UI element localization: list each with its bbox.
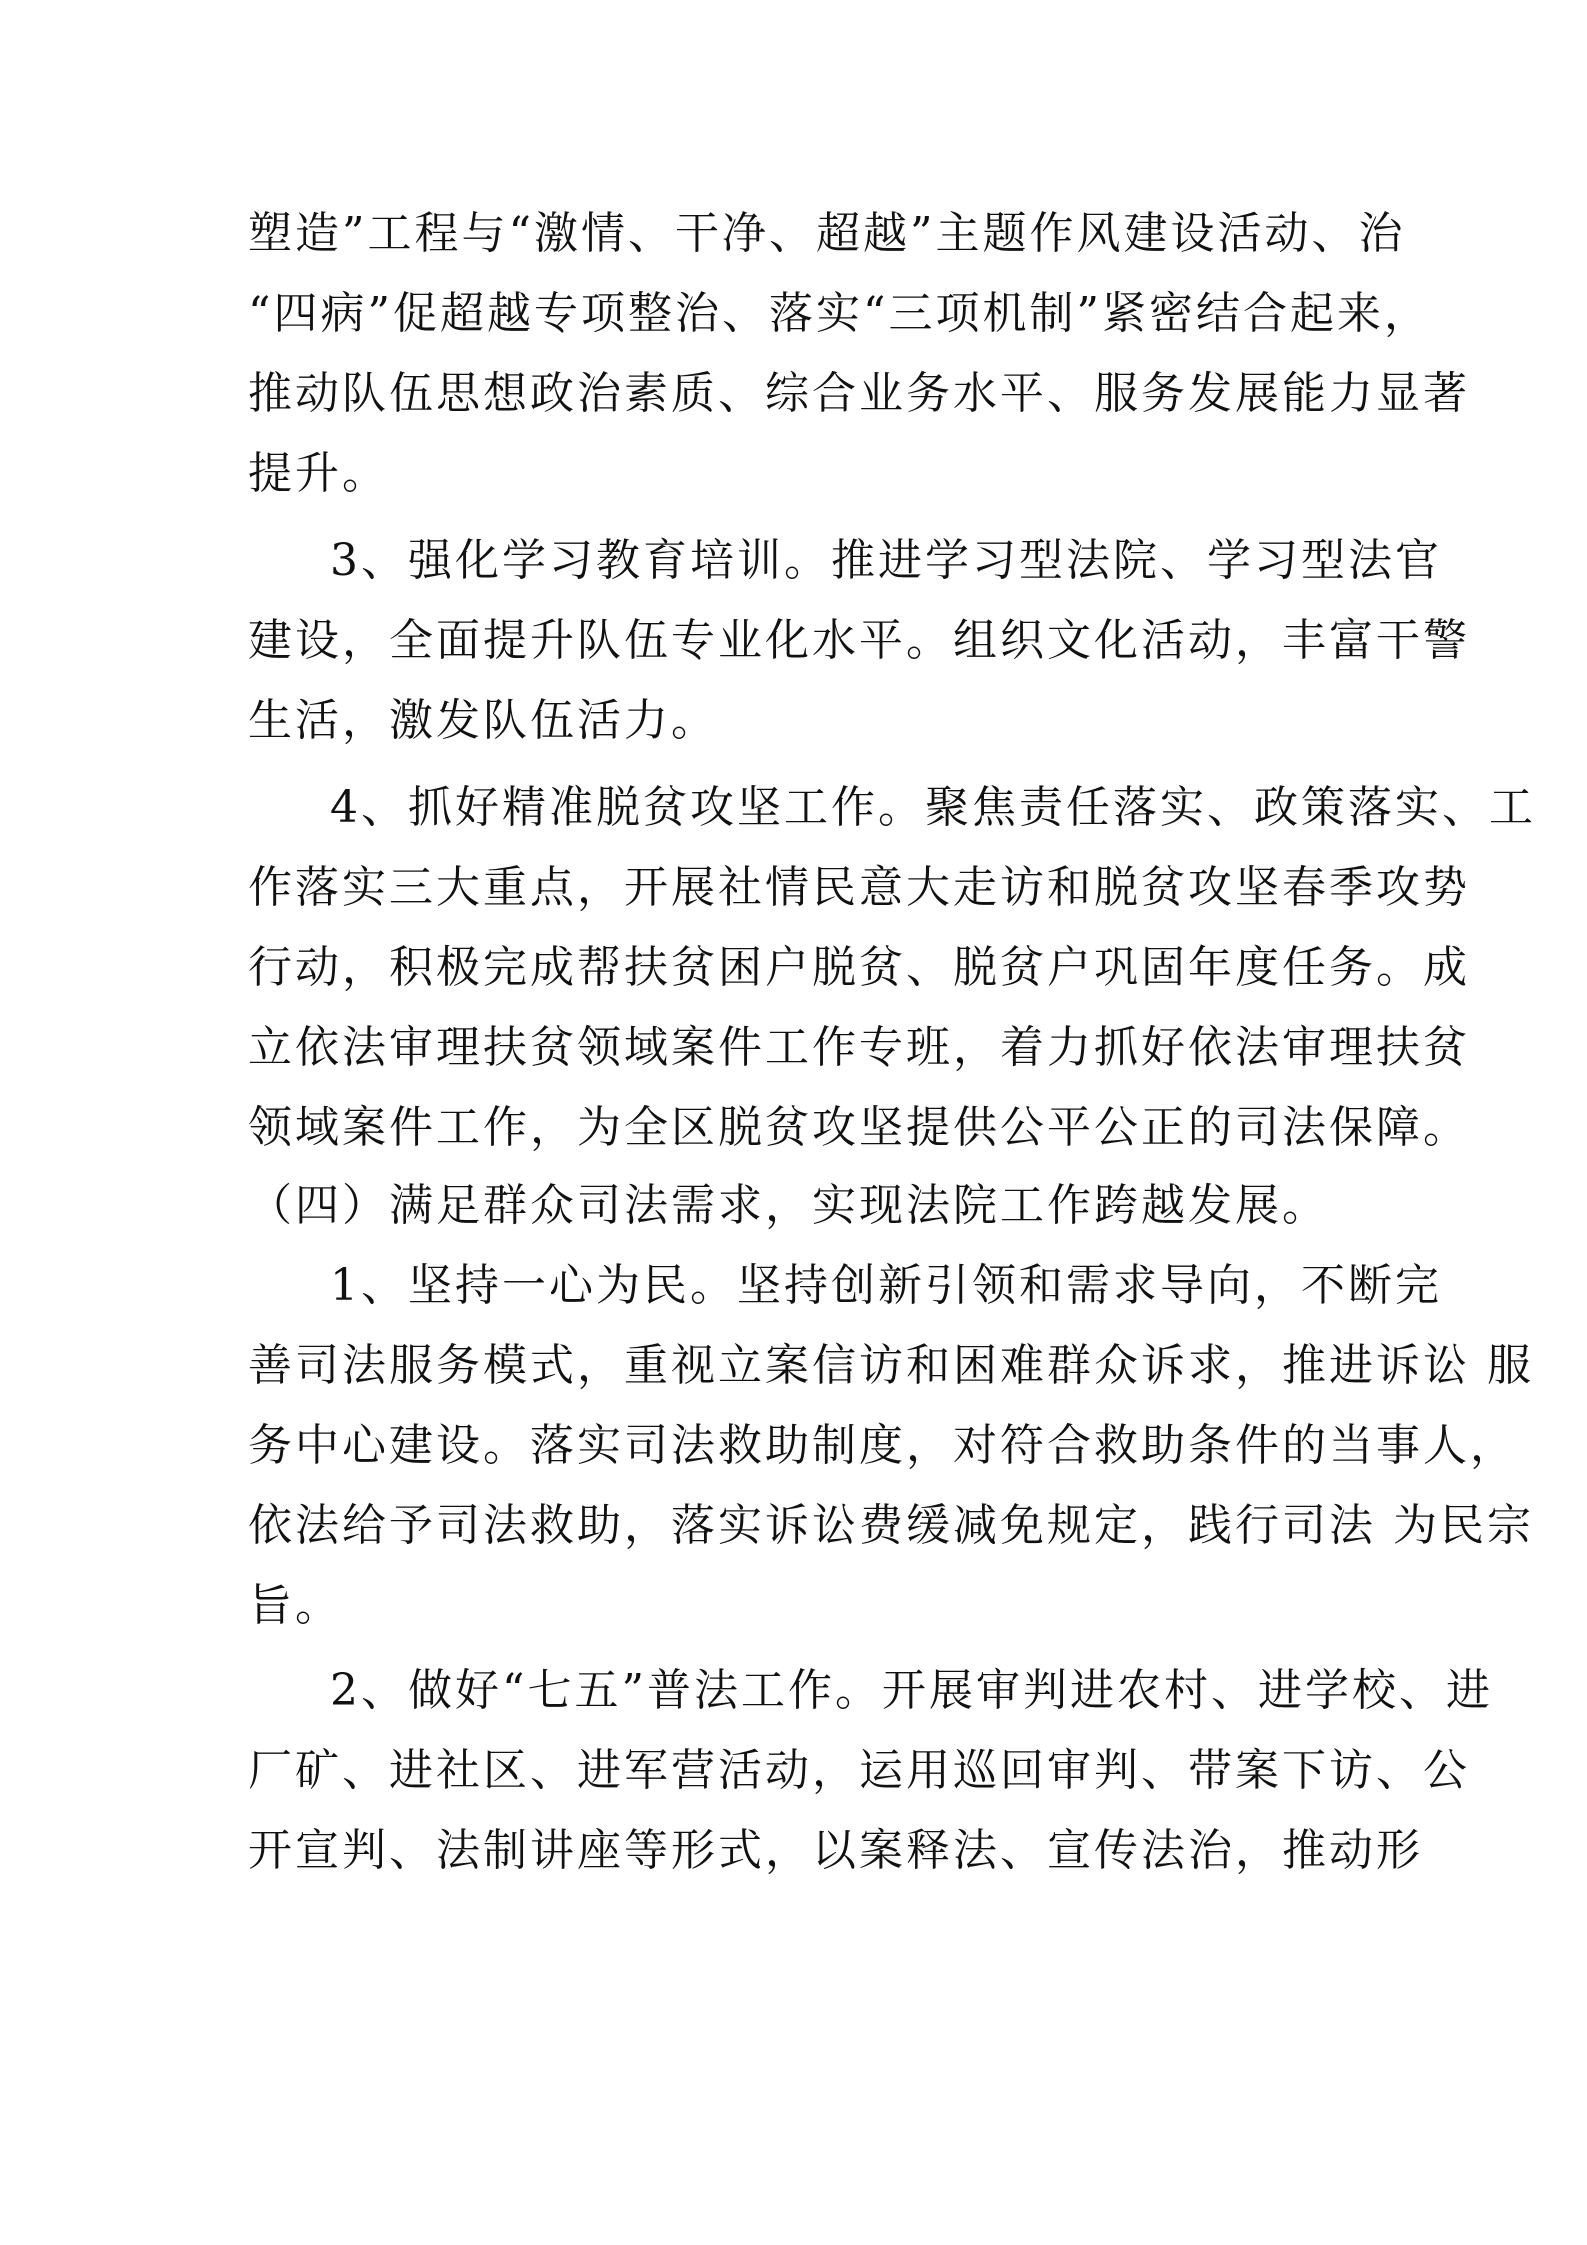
text-line: 生活，激发队伍活力。 [248,695,718,746]
text-line: 建设，全面提升队伍专业化水平。组织文化活动，丰富干警 [248,615,1470,666]
paragraph-start-line: 4、抓好精准脱贫攻坚工作。聚焦责任落实、政策落实、工 [330,782,1536,833]
paragraph-start-line: 2、做好“七五”普法工作。开展审判进农村、进学校、进 [330,1665,1493,1716]
paragraph-start-line: 3、强化学习教育培训。推进学习型法院、学习型法官 [330,535,1442,586]
text-line: 领域案件工作，为全区脱贫攻坚提供公平公正的司法保障。 [248,1102,1470,1153]
text-line: 推动队伍思想政治素质、综合业务水平、服务发展能力显著 [248,368,1470,419]
text-line: 旨。 [248,1580,342,1631]
text-line: 行动，积极完成帮扶贫困户脱贫、脱贫户巩固年度任务。成 [248,942,1470,993]
text-line: 立依法审理扶贫领域案件工作专班，着力抓好依法审理扶贫 [248,1022,1470,1073]
text-line: 塑造”工程与“激情、干净、超越”主题作风建设活动、治 [248,208,1406,259]
section-heading: （四）满足群众司法需求，实现法院工作跨越发展。 [248,1180,1329,1231]
text-line: “四病”促超越专项整治、落实“三项机制”紧密结合起来， [248,288,1431,339]
text-line: 作落实三大重点，开展社情民意大走访和脱贫攻坚春季攻势 [248,862,1470,913]
text-line: 善司法服务模式，重视立案信访和困难群众诉求，推进诉讼 服 [248,1340,1534,1391]
text-line: 提升。 [248,448,389,499]
paragraph-start-line: 1、坚持一心为民。坚持创新引领和需求导向，不断完 [330,1260,1442,1311]
text-line: 依法给予司法救助，落实诉讼费缓减免规定，践行司法 为民宗 [248,1500,1534,1551]
text-line: 务中心建设。落实司法救助制度，对符合救助条件的当事人， [248,1420,1517,1471]
text-line: 开宣判、法制讲座等形式，以案释法、宣传法治，推动形 [248,1825,1423,1876]
text-line: 厂矿、进社区、进军营活动，运用巡回审判、带案下访、公 [248,1745,1470,1796]
